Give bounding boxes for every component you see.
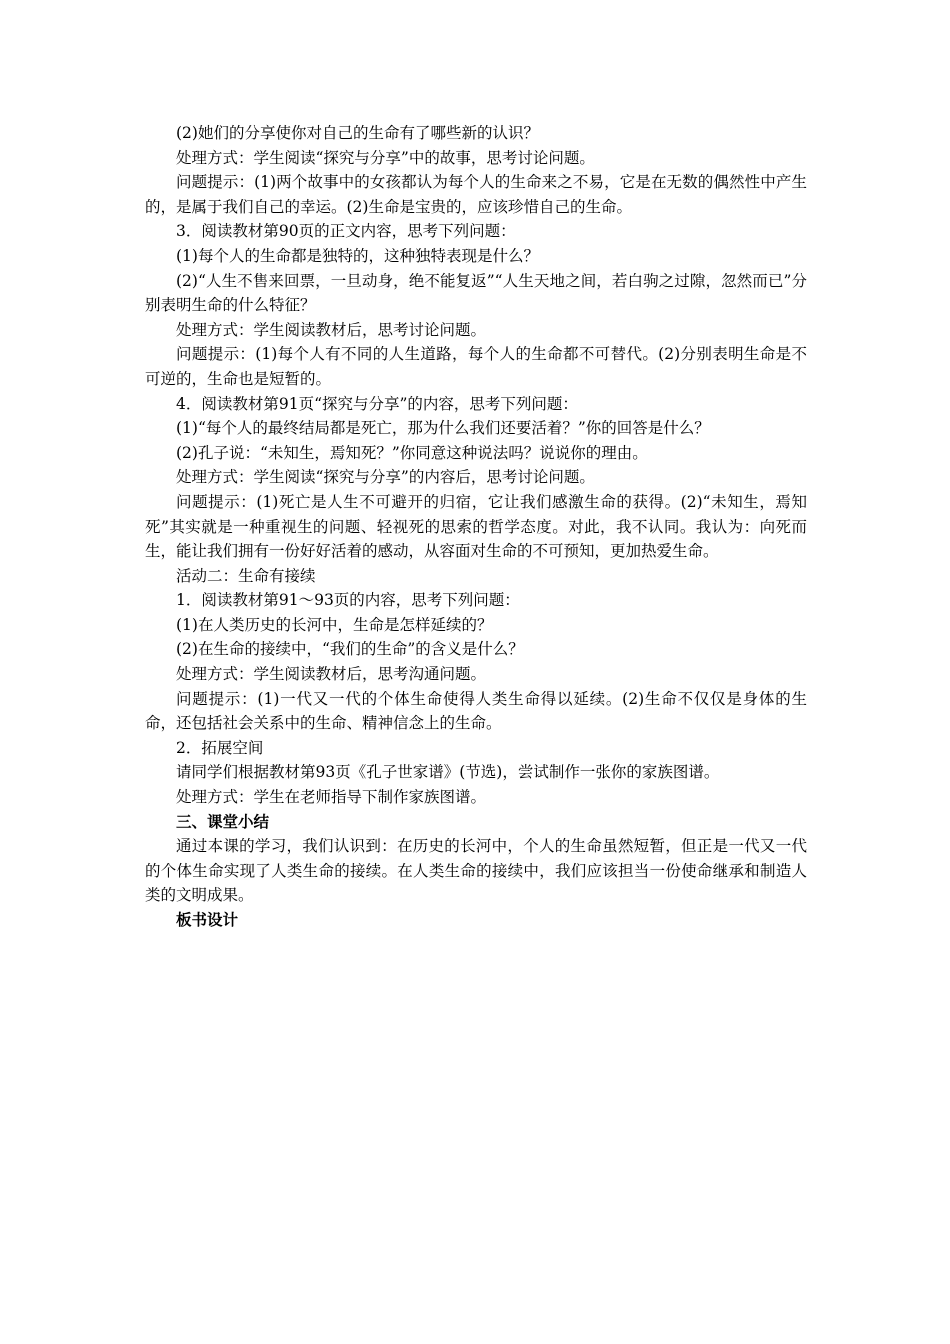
paragraph: (2)孔子说：“未知生，焉知死？”你同意这种说法吗？说说你的理由。 (176, 443, 648, 462)
paragraph: 请同学们根据教材第93页《孔子世家谱》(节选)，尝试制作一张你的家族图谱。 (176, 763, 720, 782)
paragraph: 处理方式：学生在老师指导下制作家族图谱。 (176, 788, 487, 807)
paragraph: (2)她们的分享使你对自己的生命有了哪些新的认识？ (176, 124, 539, 142)
paragraph: 问题提示：(1)死亡是人生不可避开的归宿，它让我们感激生命的获得。(2)“未知生，焉知死”其实就是一种重视生的问题、轻视死的思索的哲学态度。对此，我不认同。我认为：向死而生，能让我们拥有一份好好活着的感动，从容面对生命的不可预知，更加热爱生命。 (145, 492, 807, 561)
paragraph: (2)“人生不售来回票，一旦动身，绝不能复返”“人生天地之间，若白驹之过隙，忽然而已”分别表明生命的什么特征？ (145, 271, 807, 315)
paragraph: 问题提示：(1)每个人有不同的人生道路，每个人的生命都不可替代。(2)分别表明生命是不可逆的，生命也是短暂的。 (145, 345, 807, 388)
section-heading: 三、课堂小结 (176, 811, 270, 831)
paragraph: 问题提示：(1)两个故事中的女孩都认为每个人的生命来之不易，它是在无数的偶然性中产生的，是属于我们自己的幸运。(2)生命是宝贵的，应该珍惜自己的生命。 (145, 173, 807, 216)
paragraph: 2．拓展空间 (176, 738, 264, 757)
section-heading: 板书设计 (176, 910, 239, 929)
paragraph: 通过本课的学习，我们认识到：在历史的长河中，个人的生命虽然短暂，但正是一代又一代的个体生命实现了人类生命的接续。在人类生命的接续中，我们应该担当一份使命继承和制造人类的文明成果。 (145, 837, 807, 905)
paragraph: 4．阅读教材第91页“探究与分享”的内容，思考下列问题： (176, 394, 578, 413)
paragraph: (1)“每个人的最终结局都是死亡，那为什么我们还要活着？”你的回答是什么？ (176, 419, 710, 438)
paragraph: (1)每个人的生命都是独特的，这种独特表现是什么？ (176, 246, 539, 265)
document-body (145, 121, 807, 933)
paragraph: 活动二：生命有接续 (176, 566, 316, 585)
paragraph: 3．阅读教材第90页的正文内容，思考下列问题： (176, 222, 516, 241)
paragraph: 处理方式：学生阅读教材后，思考讨论问题。 (176, 320, 487, 339)
paragraph: 1．阅读教材第91～93页的内容，思考下列问题： (176, 591, 520, 610)
paragraph: (2)在生命的接续中，“我们的生命”的含义是什么？ (176, 640, 524, 659)
paragraph: 处理方式：学生阅读教材后，思考沟通问题。 (176, 665, 487, 684)
paragraph: 处理方式：学生阅读“探究与分享”中的故事，思考讨论问题。 (176, 148, 595, 167)
paragraph: 处理方式：学生阅读“探究与分享”的内容后，思考讨论问题。 (176, 468, 595, 487)
paragraph: 问题提示：(1)一代又一代的个体生命使得人类生命得以延续。(2)生命不仅仅是身体的生命，还包括社会关系中的生命、精神信念上的生命。 (145, 689, 807, 733)
paragraph: (1)在人类历史的长河中，生命是怎样延续的？ (176, 615, 493, 634)
